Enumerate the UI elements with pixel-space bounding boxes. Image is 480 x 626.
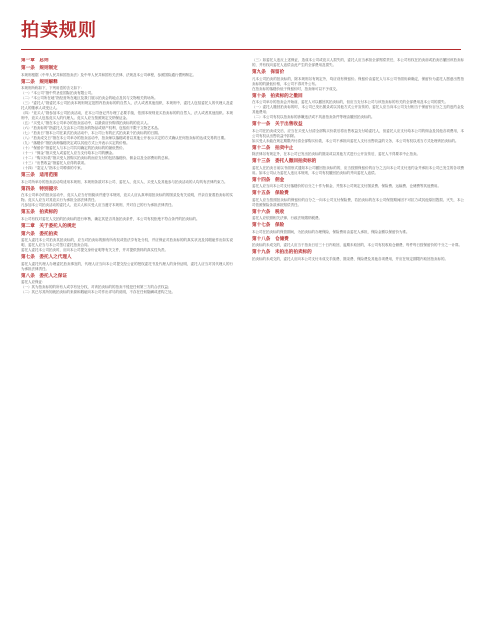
article-body: 委托人在拍卖日前以书面形式通知本公司撤回拍卖标的的，应当按照保留价的百分之五向本公司支付违约金并承担本公司已发生的各项费用。如本公司认为委托人违反本规则，本公司有权撤回拍卖标的并向委托人追偿。 — [252, 165, 464, 175]
article-section — [21, 232, 233, 254]
article-body: 拍卖标的未成交的，委托人应向本公司支付未成交手续费、图录费、保险费及其他各项费用，并应在规定期限内取回拍卖标的。 — [252, 256, 448, 261]
article-heading: 第十六条 税收 — [252, 209, 285, 215]
article-heading: 第十八条 仓储费 — [252, 236, 289, 242]
article-body: 除法律另有规定外，在本公司已发出拍卖标的图录或以其他方式进行公开宣传后，委托人不得要求中止拍卖。 — [252, 152, 420, 156]
article-body: 委托人应当向本公司支付落槌价的百分之十作为佣金，并按本公司规定支付图录费、保险费、运输费、仓储费等其他费用。 — [252, 184, 441, 188]
article-section — [21, 66, 233, 78]
article-section — [252, 122, 464, 144]
article-section — [21, 224, 233, 230]
article-body: 委托人应依照相关法律、行政法规缴纳税费。 — [252, 216, 322, 220]
article-section — [252, 58, 464, 68]
right-column — [252, 58, 464, 614]
article-section — [21, 255, 233, 272]
article-section — [252, 94, 464, 121]
article-heading: 第九条 保留价 — [252, 70, 285, 75]
article-section — [252, 210, 464, 222]
article-section — [21, 80, 233, 172]
article-heading: 第八条 委托人之保证 — [21, 273, 67, 279]
article-heading: 第十三条 委托人撤回拍卖标的 — [252, 159, 317, 164]
article-heading: 第四条 特别提示 — [21, 186, 58, 192]
article-heading: 第十七条 保险 — [252, 223, 285, 228]
article-section — [21, 58, 233, 64]
article-section — [252, 237, 464, 249]
article-body: 拍卖标的未成交的，委托人应当于拍卖日后三十日内取回，逾期未取回的，本公司有权收取仓储费，每件每日按保留价的千分之一计算。 — [252, 243, 462, 247]
article-section — [252, 70, 464, 92]
article-heading: 第十四条 佣金 — [252, 177, 285, 183]
article-section — [252, 159, 464, 176]
article-section — [252, 250, 464, 262]
title-divider — [21, 49, 461, 50]
article-heading: 第十二条 拍卖中止 — [252, 145, 294, 151]
left-column — [21, 58, 233, 614]
article-heading: 第五条 拍卖标的 — [21, 210, 58, 215]
article-body: 委托人委托本公司拍卖其拍卖标的，应当对拍卖标的拥有所有权或依法享有处分权，并应保证对拍卖标的的真实状况及其瑕疵作出如实说明，委托人应当与本公司签订委托拍卖合同。 委托人委托本公司拍卖时，应向本公司提交身份证明等有关文件，并对提供资料的真实性负责。 — [21, 238, 233, 252]
article-section — [21, 187, 233, 209]
page-title: 拍卖规则 — [21, 20, 97, 41]
article-section — [252, 178, 464, 190]
article-body: 本公司所举办的拍卖活动均适用本规则，本规则条款对本公司、委托人、竞买人、买受人及其他参与拍卖活动的人均具有法律约束力。 — [21, 179, 228, 184]
article-body: 凡本公司拍卖的拍卖标的，除本规则另有规定外，均应设有保留价。保留价由委托人与本公司书面协商确定，保留价为委托人愿意出售拍卖标的的最低价格，本公司不得对外公布。 在拍卖标的落槌价低于保留价时，拍卖师可以不予成交。 — [252, 76, 464, 91]
article-body: 本规则所称如下，下列用语的含义如下： （一）“本公司”指中贸圣佳国际拍卖有限公司。 （二）“本公司所在地”指经营所在地区及我门展示拍卖会的地点及其与文物相关的场所。 （三）“委托人”指委托本公司拍卖本规则规定范围内拍卖标的的自然人、法人或者其他组织，本规则中，委托人包括委托人的代理人及委托人的继承人或受让人。 （四）“竞买人”指参加本公司拍卖活动，在本公司登记并办理了必要手续，依照本规则竞买拍卖标的的自然人、法人或者其他组织。本规则中，竞买人包括竞买人的代理人。竞买人应当按照规定交纳保证金。 （五）“买受人”指在本公司举办的拍卖活动中，以最高应价购得拍卖标的的竞买人。 （六）“拍卖标的”指委托人交由本公司拍卖的物品或财产权利，包括但不限于文物艺术品。 （七）“拍卖日”指本公司在某次拍卖活动中，本公司公布的正式拍卖某个拍卖标的的日期。 （八）“拍卖成交日”指在本公司举办的拍卖活动中，拍卖师以落槌或者以其他公开表示买定的方式确认任何拍卖标的达成交易的日期。 （九）“落槌价”指拍卖师落槌决定或以其他方式公开表示买定的价格。 （十）“保留价”指委托人与本公司共同确定的拍卖标的的最低售价。 （十一）“佣金”指买受人或委托人应当支付给本公司的酬金。 （十二）“购买价款”指买受人因购买拍卖标的而应支付的包括落槌价、佣金以及全部费用的总和。 （十三）“出售收益”指委托人应得的款项。 （十四）“鉴定人”指本公司聘请的专家。 — [21, 86, 233, 170]
article-section — [252, 223, 464, 235]
article-heading: 第一条 规则制定 — [21, 66, 58, 71]
article-body: 本公司有权对委托人交拍的拍卖标的进行审核，确定其是否具备拍卖条件，本公司有权拒绝不符合条件的拍卖标的。 — [21, 216, 200, 221]
article-heading: 第十条 拍卖标的之撤回 — [252, 93, 303, 99]
article-heading: 第一章 总则 — [21, 58, 49, 63]
article-section — [252, 146, 464, 158]
article-body: 在本公司举办的拍卖会开始前，委托人可以撤回其拍卖标的，但应当支付本公司与该拍卖标的有关的全部费用及本公司的损失。 （一）委托人撤回拍卖标的时，本公司已发出图录或以其他方式公开宣传的，委托人应当向本公司支付相当于保留价百分之五的违约金及其他费用； （二）本公司有权以拍卖标的涉嫌违法或不具备拍卖条件等理由撤回拍卖标的。 — [252, 100, 464, 119]
article-heading: 第十九条 未拍出的拍卖标的 — [252, 250, 312, 255]
article-body: 本公司在拍卖标的保管期间，为拍卖标的办理保险，保险费用由委托人承担，保险金额以保留价为准。 — [252, 229, 410, 234]
article-section — [252, 191, 464, 208]
article-heading: 第二条 规则解释 — [21, 79, 58, 85]
article-section — [21, 210, 233, 222]
article-body: （三）如委托人违反上述保证，造成本公司或竞买人损失的，委托人应当承担全部赔偿责任，本公司有权在拍卖前或拍卖后撤回该拍卖标的，并有权向委托人追偿由此产生的全部费用及损失。 — [252, 58, 464, 67]
article-heading: 第二章 关于委托人的规定 — [21, 223, 77, 229]
article-body: 委托人委托代理人办理委托拍卖事宜的，代理人应当向本公司提交经公证的授权委托书及代理人的身份证明，委托人应当对其代理人的行为承担法律责任。 — [21, 261, 233, 271]
article-body: 在本公司举办的拍卖活动中，竞买人应当仔细阅读并遵守本规则，竞买人应认真审阅拍卖标的的图录及有关说明，并亲自查看拍卖标的实物。竞买人应当对其竞买行为承担全部法律责任。 凡参加本公司拍卖活动的委托人、竞买人和买受人应当遵守本规则，并对自己的行为承担法律责任。 — [21, 193, 233, 207]
article-body: 委托人应保证： （一）其为拍卖标的的所有人或享有处分权，对该拍卖标的的拍卖不侵犯任何第三方的合法权益； （二）其已尽其所知就拍卖标的来源和瑕疵向本公司作出详尽的说明，不存在任何隐瞒或虚构之处。 — [21, 280, 175, 294]
article-heading: 第十一条 关于出售收益 — [252, 122, 303, 127]
article-heading: 第十五条 保险费 — [252, 191, 289, 196]
article-body: 委托人应当按照拍卖标的保留价的百分之一向本公司支付保险费，若拍卖标的在本公司保管期间因不可抗力或其他原因毁损、灭失，本公司依照保险条款承担赔偿责任。 — [252, 197, 464, 207]
article-section — [21, 173, 233, 185]
article-heading: 第七条 委托人之代理人 — [21, 255, 72, 260]
article-heading: 第三条 适用范围 — [21, 173, 58, 178]
article-body: 本规则根据《中华人民共和国拍卖法》及中华人民共和国有关法律、法规及本公司章程，参照国际通行惯例制定。 — [21, 72, 196, 77]
article-body: 本公司在拍卖成交后，应当在买受人付清全部购买价款后将出售收益支付给委托人，但委托人应支付给本公司的佣金及其他各项费用，本公司有权从出售收益中扣除。 如买受人未能在规定期限内付清全部购买价款，本公司不承担向委托人支付出售收益的义务，本公司有权以适当方式处理该拍卖标的。 — [252, 128, 464, 143]
article-section — [21, 274, 233, 296]
article-heading: 第六条 委托拍卖 — [21, 231, 58, 237]
